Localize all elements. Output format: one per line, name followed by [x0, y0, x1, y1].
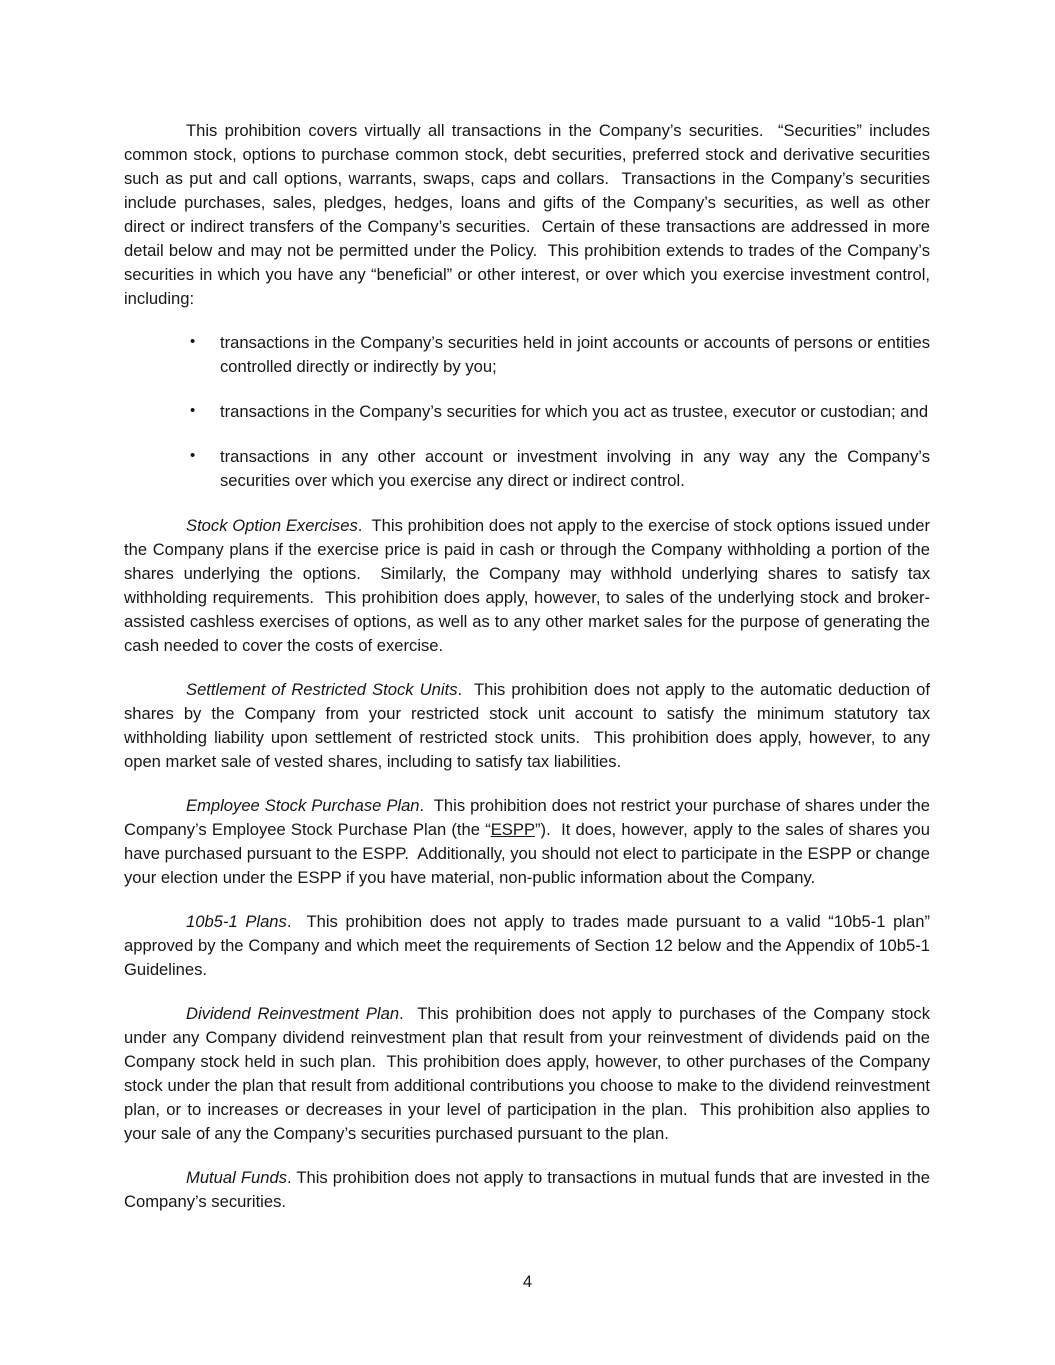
paragraph-lead: 10b5-1 Plans — [186, 912, 287, 931]
bullet-list — [124, 331, 935, 493]
paragraph-body: . This prohibition does not apply to purchases of the Company stock under any Company dividend reinvestment plan that result from your reinvestment of dividends paid on the Company stock held in such plan. This prohibition does apply, however, to other purchases of the Company stock under the plan that result from additional contributions you choose to make to the dividend reinvestment plan, or to increases or decreases in your level of participation in the plan. This prohibition also applies to your sale of any the Company’s securities purchased pursuant to the plan. — [124, 1004, 935, 1143]
paragraph-mutual-funds — [124, 1166, 935, 1214]
paragraph-dividend-reinvestment — [124, 1002, 935, 1146]
paragraph-lead: Dividend Reinvestment Plan — [186, 1004, 400, 1023]
bullet-icon: • — [190, 333, 196, 350]
paragraph-body: . This prohibition does not apply to trades made pursuant to a valid “10b5-1 plan” approved by the Company and which meet the requirements of Section 12 below and the Appendix of 10b5-1 Guidelines. — [124, 912, 935, 979]
bullet-text: transactions in the Company’s securities for which you act as trustee, executor or custodian; and — [220, 402, 929, 421]
paragraph-settlement-rsu — [124, 678, 935, 774]
page-number: 4 — [522, 1272, 533, 1291]
paragraph-lead: Settlement of Restricted Stock Units — [186, 680, 458, 699]
paragraph-body: . This prohibition does not apply to the exercise of stock options issued under the Company plans if the exercise price is paid in cash or through the Company withholding a portion of the shares underlying the options. Similarly, the Company may withhold underlying shares to satisfy tax withholding requirements. This prohibition does apply, however, to sales of the underlying stock and broker-assisted cashless exercises of options, as well as to any other market sales for the purpose of generating the cash needed to cover the costs of exercise. — [124, 516, 935, 655]
paragraph-10b5-1-plans — [124, 910, 935, 982]
bullet-text: transactions in any other account or investment involving in any way any the Company’s securities over which you exercise any direct or indirect control. — [220, 447, 935, 490]
bullet-icon: • — [190, 447, 196, 464]
paragraph-lead: Mutual Funds — [186, 1168, 287, 1187]
bullet-item-other-account — [124, 445, 935, 493]
intro-text: This prohibition covers virtually all transactions in the Company’s securities. “Securities” includes common stock, options to purchase common stock, debt securities, preferred stock and derivative securities such as put and call options, warrants, swaps, caps and collars. Transactions in the Company’s securities include purchases, sales, pledges, hedges, loans and gifts of the Company’s securities, as well as other direct or indirect transfers of the Company’s securities. Certain of these transactions are addressed in more detail below and may not be permitted under the Policy. This prohibition extends to trades of the Company’s securities in which you have any “beneficial” or other interest, or over which you exercise investment control, including: — [124, 121, 935, 308]
paragraph-body-before: . This prohibition does not restrict your purchase of shares under the Company’s Employee Stock Purchase Plan (the “ — [124, 796, 935, 839]
intro-paragraph — [124, 119, 935, 311]
espp-underlined-term: ESPP — [490, 820, 536, 839]
paragraph-espp — [124, 794, 935, 890]
paragraph-lead: Employee Stock Purchase Plan — [186, 796, 420, 815]
paragraph-body: . This prohibition does not apply to transactions in mutual funds that are invested in the Company’s securities. — [124, 1168, 935, 1211]
bullet-text: transactions in the Company’s securities held in joint accounts or accounts of persons or entities controlled directly or indirectly by you; — [220, 333, 935, 376]
paragraph-body-after: ”). It does, however, apply to the sales of shares you have purchased pursuant to the ESPP. Additionally, you should not elect to participate in the ESPP or change your election under the ESPP if you have material, non-public information about the Company. — [124, 820, 935, 887]
paragraph-stock-option-exercises — [124, 514, 935, 658]
document-body — [124, 119, 935, 1234]
bullet-item-joint-accounts — [124, 331, 935, 379]
bullet-icon: • — [190, 402, 196, 419]
bullet-item-trustee — [124, 400, 930, 424]
paragraph-lead: Stock Option Exercises — [186, 516, 358, 535]
paragraph-body: . This prohibition does not apply to the automatic deduction of shares by the Company from your restricted stock unit account to satisfy the minimum statutory tax withholding liability upon settlement of restricted stock units. This prohibition does apply, however, to any open market sale of vested shares, including to satisfy tax liabilities. — [124, 680, 935, 771]
